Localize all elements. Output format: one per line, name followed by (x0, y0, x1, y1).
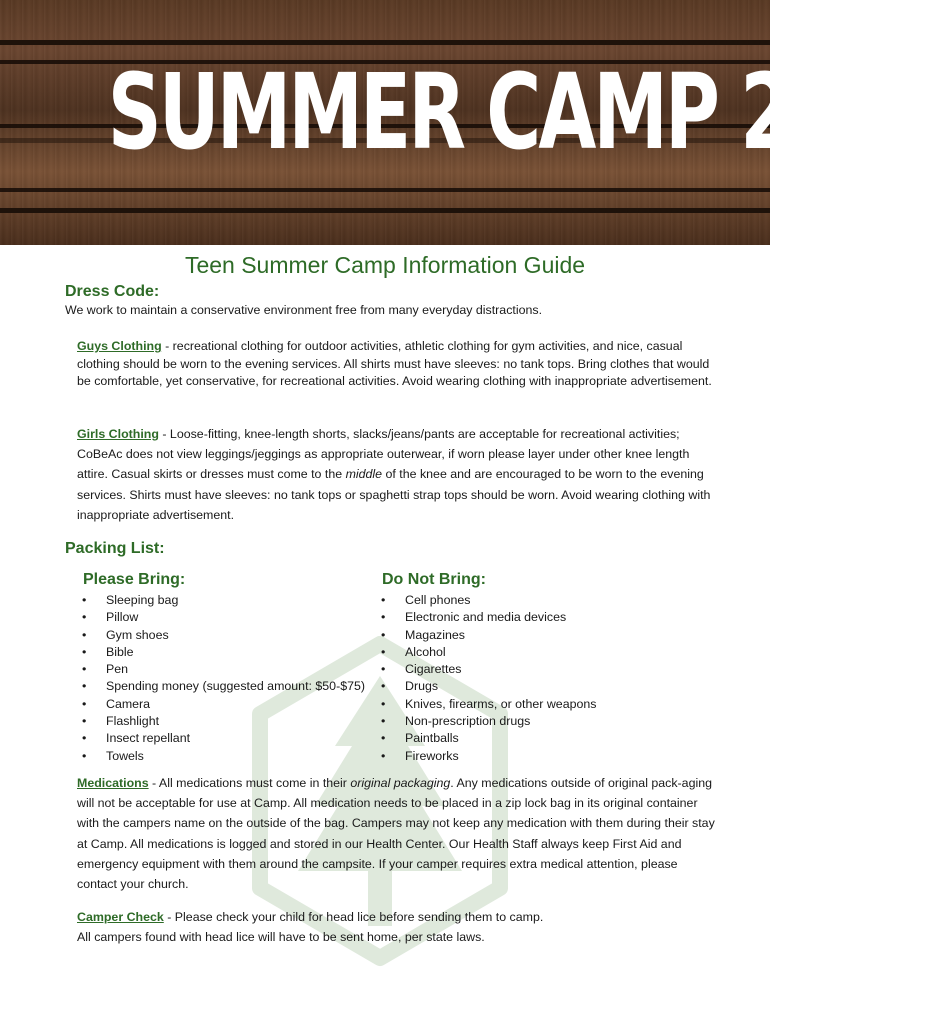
list-item-label: Flashlight (106, 714, 160, 729)
header-banner (0, 0, 937, 245)
list-item (76, 592, 376, 609)
bullet-icon: • (82, 662, 87, 677)
list-item-label: Knives, firearms, or other weapons (405, 696, 597, 711)
please-bring-list (76, 592, 376, 765)
packing-list-heading: Packing List: (65, 540, 165, 557)
list-item-label: Magazines (405, 627, 465, 642)
bullet-icon: • (82, 714, 87, 729)
medications-text-end: . Any medications outside of original pack-aging will not be acceptable for use at Camp. All medication needs to be placed in a zip lock bag in its original container with the campers name on the outside of the bag. Campers may not keep any medication with them during their stay at Camp. All medications is logged and stored in our Health Center. Our Health Staff always keep First Aid and emergency equipment with them around the campsite. If your camper requires extra medical attention, please contact your church. (77, 776, 715, 892)
list-item (375, 678, 735, 695)
medications-label: Medications (77, 776, 149, 790)
bullet-icon: • (82, 731, 87, 746)
list-item-label: Towels (106, 748, 144, 763)
bullet-icon: • (381, 679, 386, 694)
list-item (76, 730, 376, 747)
bullet-icon: • (82, 593, 87, 607)
list-item-label: Pen (106, 662, 129, 677)
girls-clothing-paragraph (77, 424, 717, 525)
guys-clothing-text: - recreational clothing for outdoor activities, athletic clothing for gym activities, and nice, casual clothing should be worn to the evening services. All shirts must have sleeves: no tank tops. Bring clothes that would be comfortable, yet conservative, for recreational activities. Avoid wearing clothing with inappropriate advertisement. (77, 339, 712, 388)
bullet-icon: • (381, 731, 386, 746)
medications-paragraph (77, 773, 717, 894)
camper-check-text: - Please check your child for head lice before sending them to camp. (163, 910, 544, 924)
medications-text: - All medications must come in their (148, 776, 351, 790)
girls-clothing-text-end: of the knee and are encouraged to be worn to the evening services. Shirts must have sleeves: no tank tops or spaghetti strap tops should be worn. Avoid wearing clothing with inappropriate advertisement. (77, 467, 711, 522)
bullet-icon: • (82, 679, 87, 694)
plank-divider (0, 208, 770, 213)
plank-divider (0, 40, 770, 45)
list-item-label: Alcohol (405, 644, 446, 659)
medications-emphasis: original packaging (350, 776, 451, 790)
page-title: Teen Summer Camp Information Guide (184, 252, 586, 278)
list-item (375, 713, 735, 730)
list-item (76, 627, 376, 644)
list-item (76, 748, 376, 765)
list-item (76, 609, 376, 626)
do-not-bring-heading: Do Not Bring: (382, 571, 486, 588)
bullet-icon: • (381, 662, 386, 677)
list-item-label: Electronic and media devices (405, 610, 567, 625)
list-item-label: Cell phones (405, 593, 471, 607)
list-item (76, 644, 376, 661)
list-item-label: Gym shoes (106, 627, 169, 642)
list-item-label: Sleeping bag (106, 593, 179, 607)
bullet-icon: • (82, 610, 87, 625)
banner-title: SUMMER CAMP 2019 (107, 51, 937, 173)
list-item (375, 730, 735, 747)
girls-clothing-emphasis: middle (345, 467, 383, 482)
list-item (76, 713, 376, 730)
bullet-icon: • (381, 696, 386, 711)
list-item-label: Insect repellant (106, 731, 191, 746)
bullet-icon: • (381, 627, 386, 642)
list-item (375, 592, 735, 609)
girls-clothing-text: - Loose-fitting, knee-length shorts, slacks/jeans/pants are acceptable for recreational activities; CoBeAc does not view leggings/jeggings as appropriate outerwear, if worn please layer under other knee length attire. Casual skirts or dresses must come to the (77, 427, 690, 482)
bullet-icon: • (82, 627, 87, 642)
list-item (76, 696, 376, 713)
list-item (375, 696, 735, 713)
camper-check-label: Camper Check (77, 910, 164, 924)
bullet-icon: • (381, 748, 386, 763)
do-not-bring-list (375, 592, 735, 765)
list-item-label: Spending money (suggested amount: $50-$75) (106, 679, 365, 694)
list-item-label: Camera (106, 696, 151, 711)
list-item (375, 748, 735, 765)
bullet-icon: • (381, 644, 386, 659)
bullet-icon: • (381, 610, 386, 625)
dress-code-heading: Dress Code: (65, 283, 160, 300)
list-item-label: Fireworks (405, 748, 459, 763)
bullet-icon: • (82, 644, 87, 659)
guys-clothing-paragraph (77, 338, 717, 391)
camper-check-paragraph (77, 907, 717, 947)
please-bring-heading: Please Bring: (83, 571, 186, 588)
list-item-label: Paintballs (405, 731, 459, 746)
list-item (375, 661, 735, 678)
list-item-label: Cigarettes (405, 662, 462, 677)
bullet-icon: • (82, 748, 87, 763)
list-item (375, 644, 735, 661)
list-item (375, 627, 735, 644)
list-item (76, 661, 376, 678)
dress-code-intro: We work to maintain a conservative environment free from many everyday distractions. (65, 303, 543, 317)
camper-check-text-2: All campers found with head lice will have to be sent home, per state laws. (77, 930, 485, 945)
list-item-label: Non-prescription drugs (405, 714, 531, 729)
bullet-icon: • (381, 714, 386, 729)
list-item (375, 609, 735, 626)
girls-clothing-label: Girls Clothing (77, 427, 159, 441)
bullet-icon: • (381, 593, 386, 607)
list-item (76, 678, 376, 695)
list-item-label: Pillow (106, 610, 139, 625)
list-item-label: Bible (106, 644, 134, 659)
guys-clothing-label: Guys Clothing (77, 339, 162, 353)
list-item-label: Drugs (405, 679, 439, 694)
bullet-icon: • (82, 696, 87, 711)
